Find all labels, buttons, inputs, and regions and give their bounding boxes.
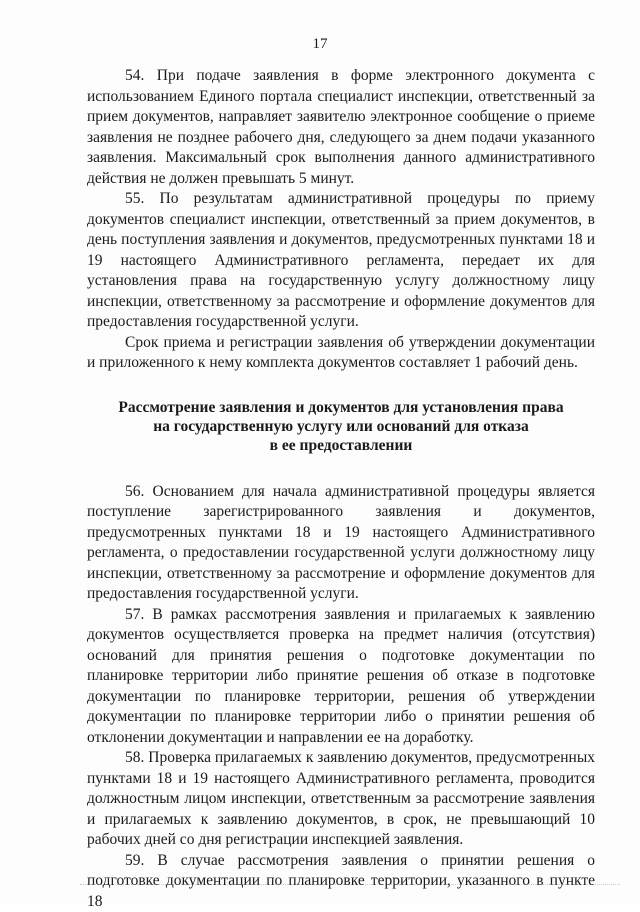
document-body: [87, 66, 595, 912]
paragraph-55: 55. По результатам административной процедуры по приему документов специалист инспекции, ответственный за прием документов, в день поступления заявления и документов, предусмотренных пунктами 18 и 19 настоящего Административного регламента, передает их для установления права на государственную услугу должностному лицу инспекции, ответственному за рассмотрение и оформление документов для предоставления государственной услуги.: [87, 189, 595, 333]
paragraph-processing-time: Срок приема и регистрации заявления об утверждении документации и приложенного к нему комплекта документов составляет 1 рабочий день.: [87, 333, 595, 374]
section-heading-line-2: на государственную услугу или оснований для отказа: [87, 417, 595, 436]
paragraph-56: 56. Основанием для начала административной процедуры является поступление зарегистрированного заявления и документов, предусмотренных пунктами 18 и 19 настоящего Административного регламента, о предоставлении государственной услуги должностному лицу инспекции, ответственному за рассмотрение и оформление документов для предоставления государственной услуги.: [87, 482, 595, 605]
paragraph-59: 59. В случае рассмотрения заявления о принятии решения о подготовке документации по планировке территории, указанного в пункте 18: [87, 851, 595, 912]
section-heading-line-3: в ее предоставлении: [87, 436, 595, 455]
paragraph-54: 54. При подаче заявления в форме электронного документа с использованием Единого портала специалист инспекции, ответственный за прием документов, направляет заявителю электронное сообщение о приеме заявления не позднее рабочего дня, следующего за днем подачи указанного заявления. Максимальный срок выполнения данного административного действия не должен превышать 5 минут.: [87, 66, 595, 189]
paragraph-58: 58. Проверка прилагаемых к заявлению документов, предусмотренных пунктами 18 и 19 настоящего Административного регламента, проводится должностным лицом инспекции, ответственным за рассмотрение заявления и прилагаемых к заявлению документов, в срок, не превышающий 10 рабочих дней со дня регистрации инспекцией заявления.: [87, 748, 595, 851]
page-number: 17: [0, 34, 640, 55]
section-heading-line-1: Рассмотрение заявления и документов для установления права: [87, 398, 595, 417]
section-heading: [87, 398, 595, 455]
scan-artifact-line: [80, 884, 620, 888]
paragraph-57: 57. В рамках рассмотрения заявления и прилагаемых к заявлению документов осуществляется проверка на предмет наличия (отсутствия) оснований для принятия решения о подготовке документации по планировке территории либо принятие решения об отказе в подготовке документации по планировке территории, решения об утверждении документации по планировке территории либо о принятии решения об отклонении документации и направлении ее на доработку.: [87, 605, 595, 749]
